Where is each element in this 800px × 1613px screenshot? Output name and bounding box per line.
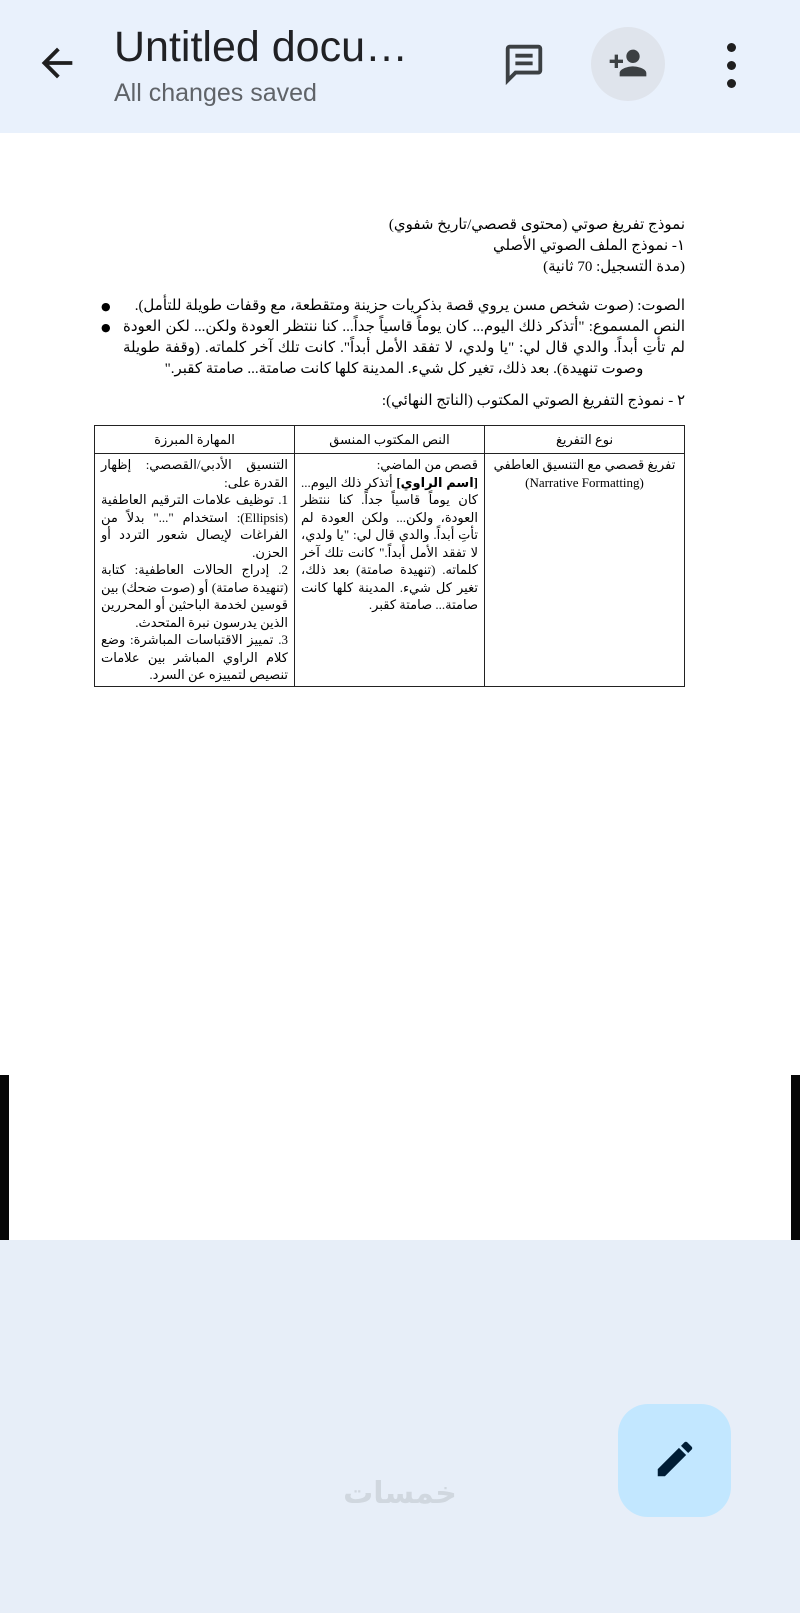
back-arrow-icon <box>34 74 80 89</box>
column-header-formatted-text[interactable]: النص المكتوب المنسق <box>295 426 485 454</box>
list-item[interactable] <box>95 296 685 317</box>
page-edge-left <box>0 1075 9 1240</box>
transcription-table <box>94 425 685 687</box>
list-item[interactable] <box>95 317 685 380</box>
transcript-type-english: (Narrative Formatting) <box>525 474 644 490</box>
skill-item: 3. تمييز الاقتباسات المباشرة: وضع كلام الراوي المباشر بين علامات تنصيص لتمييزه عن السرد. <box>101 632 288 682</box>
bullet-icon <box>95 317 123 380</box>
narration-text: أتذكر ذلك اليوم... كان يوماً قاسياً جداً. كنا ننتظر العودة، ولكن... ولكن العودة لم تأتِ أبداً. والدي قال لي: "يا ولدي، لا تفقد الأمل أبداً." كانت تلك آخر كلماته. (تنهيدة صامتة) بعد ذلك، تغير كل شيء. المدينة كلها كانت صامتة... صامتة كقبر. <box>301 474 478 612</box>
app-bar <box>0 0 800 133</box>
doc-heading-line[interactable]: (مدة التسجيل: 70 ثانية) <box>543 259 685 275</box>
document-page[interactable] <box>0 133 800 1240</box>
skill-item: 1. توظيف علامات الترقيم العاطفية (Ellipsis): استخدام "..." بدلاً من الفراغات لإيصال شعور التردد أو الحزن. <box>101 492 288 560</box>
narrator-tag: [اسم الراوي] <box>396 474 479 490</box>
formatted-text-title: قصص من الماضي: <box>376 457 478 472</box>
bottom-panel <box>0 1240 800 1613</box>
document-title[interactable]: Untitled docu… <box>114 23 408 71</box>
cell-transcript-type[interactable] <box>485 454 685 687</box>
cell-skill[interactable] <box>95 454 295 687</box>
comments-button[interactable] <box>500 40 548 88</box>
overflow-dot-icon <box>727 79 736 88</box>
skill-item: 2. إدراج الحالات العاطفية: كتابة (تنهيدة صامتة) أو (صوت ضحك) بين قوسين لخدمة الباحثين أو المحررين الذين يدرسون نبرة المتحدث. <box>101 562 288 630</box>
share-button[interactable] <box>591 27 665 101</box>
document-content <box>95 215 685 687</box>
skill-intro: التنسيق الأدبي/القصصي: إظهار القدرة على: <box>101 457 288 490</box>
bullet-text: الصوت: (صوت شخص مسن يروي قصة بذكريات حزينة ومتقطعة، مع وقفات طويلة للتأمل). <box>134 298 685 314</box>
title-block <box>114 20 484 108</box>
overflow-dot-icon <box>727 43 736 52</box>
doc-heading-line[interactable]: نموذج تفريغ صوتي (محتوى قصصي/تاريخ شفوي) <box>388 217 685 233</box>
bullet-text: النص المسموع: "أتذكر ذلك اليوم... كان يوماً قاسياً جداً... كنا ننتظر العودة ولكن... لكن العودة لم تأتِ أبداً. والدي قال لي: "يا ولدي، لا تفقد الأمل أبداً". كانت تلك آخر كلماته. (وقفة طويلة وصوت تنهيدة). بعد ذلك، تغير كل شيء. المدينة كلها كانت صامتة... صامتة كقبر." <box>123 319 685 377</box>
watermark-text: خمسات <box>343 1476 457 1511</box>
comment-icon <box>501 74 547 89</box>
table-header-row <box>95 426 685 454</box>
overflow-menu-button[interactable] <box>710 40 752 90</box>
doc-heading-line[interactable]: ١- نموذج الملف الصوتي الأصلي <box>492 238 685 254</box>
formatted-text-body <box>301 474 478 614</box>
column-header-transcript-type[interactable]: نوع التفريغ <box>485 426 685 454</box>
save-status: All changes saved <box>114 79 317 107</box>
overflow-dot-icon <box>727 61 736 70</box>
transcript-type-label: تفريغ قصصي مع التنسيق العاطفي <box>493 457 676 472</box>
cell-formatted-text[interactable] <box>295 454 485 687</box>
bullet-list <box>95 296 685 380</box>
back-button[interactable] <box>34 40 80 86</box>
bullet-icon <box>95 296 123 317</box>
section2-heading[interactable]: ٢ - نموذج التفريغ الصوتي المكتوب (الناتج النهائي): <box>381 393 685 409</box>
person-add-icon <box>608 43 648 86</box>
page-edge-right <box>791 1075 800 1240</box>
table-row <box>95 454 685 687</box>
column-header-skill[interactable]: المهارة المبرزة <box>95 426 295 454</box>
